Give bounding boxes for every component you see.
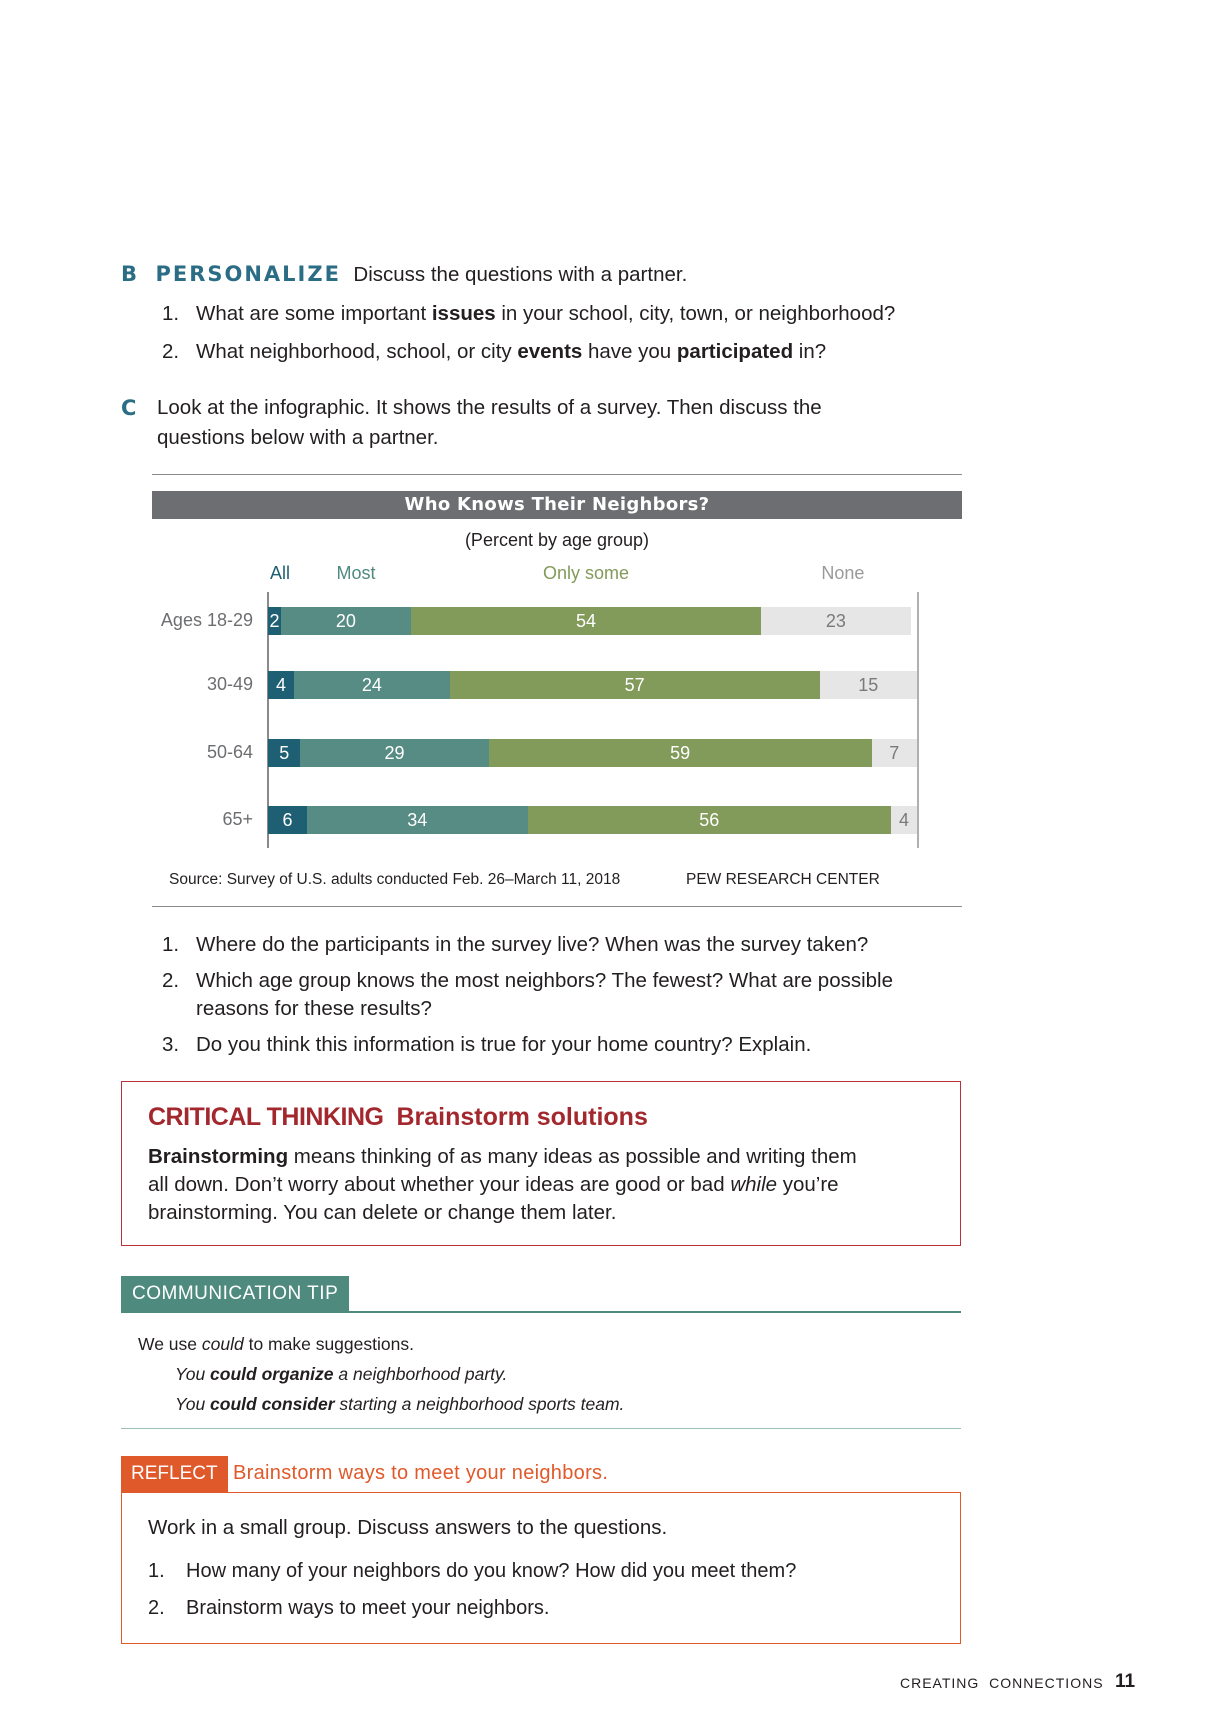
section-instruction: Look at the infographic. It shows the results of a survey. Then discuss the [157, 396, 822, 419]
divider [152, 906, 962, 907]
category-label: 30-49 [206, 674, 253, 694]
tip-example: You could consider starting a neighborhood sports team. [175, 1394, 625, 1414]
section-label: PERSONALIZE [155, 262, 341, 286]
list-item-cont: reasons for these results? [196, 997, 432, 1020]
section-b-heading [121, 262, 687, 287]
communication-tip-label: COMMUNICATION TIP [121, 1276, 349, 1312]
reflect-instruction: Work in a small group. Discuss answers to the questions. [148, 1516, 668, 1539]
chart-title: Who Knows Their Neighbors? [152, 491, 962, 519]
data-label: 6 [282, 810, 293, 830]
list-item: 2. Which age group knows the most neighbors? The fewest? What are possible [162, 969, 893, 992]
data-label: 5 [279, 743, 290, 763]
data-label: 54 [575, 611, 596, 631]
list-item: 1. What are some important issues in your school, city, town, or neighborhood? [162, 302, 896, 325]
data-label: 34 [407, 810, 428, 830]
divider [121, 1311, 961, 1313]
section-letter: C [121, 396, 137, 420]
section-instruction-cont: questions below with a partner. [157, 426, 439, 449]
chart-credit: PEW RESEARCH CENTER [686, 871, 880, 888]
section-instruction: Discuss the questions with a partner. [353, 263, 688, 286]
data-label: 29 [384, 743, 405, 763]
data-label: 20 [335, 611, 356, 631]
data-label: 2 [269, 611, 280, 631]
data-label: 59 [670, 743, 691, 763]
reflect-heading: Brainstorm ways to meet your neighbors. [233, 1462, 609, 1484]
list-item: 1. Where do the participants in the survey live? When was the survey taken? [162, 933, 869, 956]
data-label: 4 [899, 810, 910, 830]
data-label: 4 [275, 675, 286, 695]
tip-intro: We use could to make suggestions. [138, 1334, 414, 1354]
running-head: CREATING CONNECTIONS [900, 1675, 1104, 1691]
critical-thinking-body: Brainstorming means thinking of as many ideas as possible and writing them all down. Don’t worry about whether your ideas are good or bad while you’re brainstorming. You can delete or change them later. [148, 1145, 857, 1224]
data-label: 23 [825, 611, 846, 631]
data-label: 7 [889, 743, 900, 763]
category-label: 50-64 [206, 742, 253, 762]
list-item: 2. Brainstorm ways to meet your neighbors. [148, 1597, 550, 1619]
reflect-label: REFLECT [121, 1456, 228, 1492]
data-label: 57 [624, 675, 645, 695]
category-label: Ages 18-29 [160, 610, 253, 630]
chart-source: Source: Survey of U.S. adults conducted Feb. 26–March 11, 2018 [169, 871, 621, 888]
chart-subtitle: (Percent by age group) [464, 530, 650, 550]
legend-label: None [821, 563, 865, 583]
tip-example: You could organize a neighborhood party. [175, 1364, 508, 1384]
list-item: 1. How many of your neighbors do you know? How did you meet them? [148, 1560, 797, 1582]
category-label: 65+ [222, 809, 253, 829]
legend-label: All [269, 563, 290, 583]
data-label: 56 [699, 810, 720, 830]
divider [152, 474, 962, 475]
list-item: 2. What neighborhood, school, or city events have you participated in? [162, 340, 827, 363]
axis-line-right [917, 592, 919, 848]
legend-label: Most [336, 563, 376, 583]
data-label: 15 [858, 675, 879, 695]
critical-thinking-title: CRITICAL THINKING Brainstorm solutions [148, 1103, 648, 1131]
data-label: 24 [361, 675, 382, 695]
legend-label: Only some [542, 563, 630, 583]
list-item: 3. Do you think this information is true for your home country? Explain. [162, 1033, 812, 1056]
divider [121, 1428, 961, 1429]
section-letter: B [121, 262, 138, 286]
page-number: 11 [1115, 1671, 1136, 1692]
